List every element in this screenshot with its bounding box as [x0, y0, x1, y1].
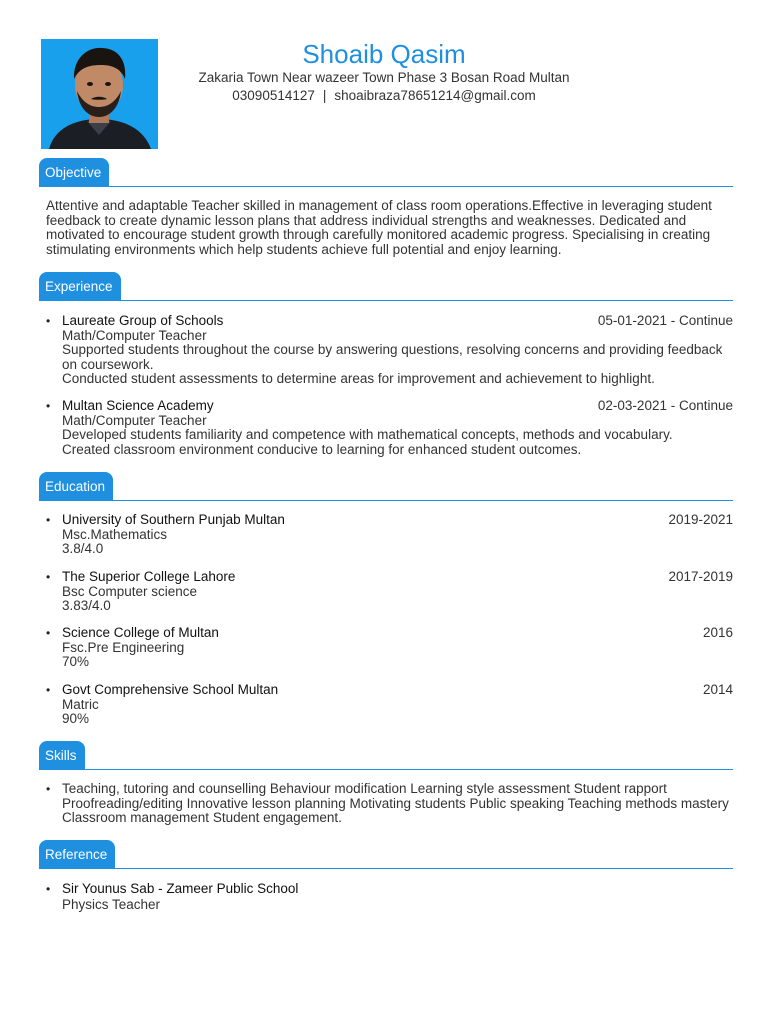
- education-dates: 2019-2021: [668, 512, 733, 527]
- degree-score: 3.83/4.0: [62, 598, 111, 614]
- degree-score: 3.8/4.0: [62, 541, 104, 557]
- skills-text: Teaching, tutoring and counselling Behaviour modification Learning style assessment Student rapport Proofreading/editing Innovative lesson planning Motivating students Public speaking Teaching methods mastery Classroom management Student engagement.: [62, 781, 729, 826]
- education-section: [39, 472, 733, 502]
- skills-heading: Skills: [39, 741, 85, 770]
- section-divider: [39, 868, 733, 869]
- job-duty: Developed students familiarity and competence with mathematical concepts, methods and vocabulary.: [62, 427, 673, 443]
- job-duty: Created classroom environment conducive to learning for enhanced student outcomes.: [62, 441, 582, 457]
- bullet: •: [46, 399, 51, 413]
- institution-name: University of Southern Punjab Multan: [62, 512, 285, 527]
- education-item: [46, 683, 733, 729]
- experience-section: [39, 272, 733, 302]
- bullet: •: [46, 570, 51, 584]
- objective-section: [39, 158, 733, 188]
- bullet: •: [46, 882, 51, 896]
- education-item: [46, 513, 733, 559]
- phone-number: 03090514127: [232, 88, 315, 103]
- experience-item: [46, 314, 733, 388]
- degree-name: Msc.Mathematics: [62, 526, 168, 542]
- employer-name: Laureate Group of Schools: [62, 313, 224, 328]
- institution-name: Govt Comprehensive School Multan: [62, 682, 279, 697]
- section-divider: [39, 300, 733, 301]
- degree-name: Matric: [62, 696, 99, 712]
- email-address: shoaibraza78651214@gmail.com: [334, 88, 536, 103]
- bullet: •: [46, 683, 51, 697]
- education-dates: 2017-2019: [668, 569, 733, 584]
- education-dates: 2014: [702, 682, 733, 697]
- reference-role: Physics Teacher: [62, 897, 161, 912]
- candidate-name: Shoaib Qasim: [302, 39, 466, 69]
- institution-name: The Superior College Lahore: [62, 569, 236, 584]
- bullet: •: [46, 626, 51, 640]
- bullet: •: [46, 513, 51, 527]
- institution-name: Science College of Multan: [62, 625, 219, 640]
- education-item: [46, 626, 733, 672]
- employer-name: Multan Science Academy: [62, 398, 214, 413]
- section-divider: [39, 186, 733, 187]
- education-dates: 2016: [702, 625, 733, 640]
- job-duty: Conducted student assessments to determine areas for improvement and achievement to highlight.: [62, 371, 655, 387]
- candidate-address: Zakaria Town Near wazeer Town Phase 3 Bosan Road Multan: [198, 70, 570, 85]
- education-item: [46, 570, 733, 616]
- experience-heading: Experience: [39, 272, 121, 301]
- skills-item: [46, 782, 733, 828]
- degree-name: Fsc.Pre Engineering: [62, 639, 185, 655]
- reference-item: [46, 882, 733, 914]
- bullet: •: [46, 314, 51, 328]
- contact-line: [0, 87, 768, 105]
- job-role: Math/Computer Teacher: [62, 327, 207, 343]
- job-duty: Supported students throughout the course by answering questions, resolving concerns and providing feedback on coursework.: [62, 342, 723, 372]
- education-heading: Education: [39, 472, 113, 501]
- bullet: •: [46, 782, 51, 796]
- section-divider: [39, 500, 733, 501]
- job-role: Math/Computer Teacher: [62, 412, 207, 428]
- reference-heading: Reference: [39, 840, 115, 869]
- degree-score: 90%: [62, 711, 90, 727]
- skills-section: [39, 741, 733, 771]
- employment-dates: 02-03-2021 - Continue: [597, 398, 733, 413]
- degree-name: Bsc Computer science: [62, 583, 198, 599]
- employment-dates: 05-01-2021 - Continue: [597, 313, 733, 328]
- reference-section: [39, 840, 733, 870]
- objective-text: Attentive and adaptable Teacher skilled in management of class room operations.Effective in leveraging student feedback to create dynamic lesson plans that address individual strengths and weaknesses. Dedicated and motivated to encourage student growth through carefully monitored academic progress. Specialising in creating stimulating environments which help students achieve full potential and enjoy learning.: [46, 198, 712, 257]
- objective-heading: Objective: [39, 158, 109, 187]
- contact-separator: |: [322, 88, 327, 103]
- degree-score: 70%: [62, 654, 90, 670]
- reference-name: Sir Younus Sab - Zameer Public School: [62, 881, 299, 896]
- experience-item: [46, 399, 733, 459]
- section-divider: [39, 769, 733, 770]
